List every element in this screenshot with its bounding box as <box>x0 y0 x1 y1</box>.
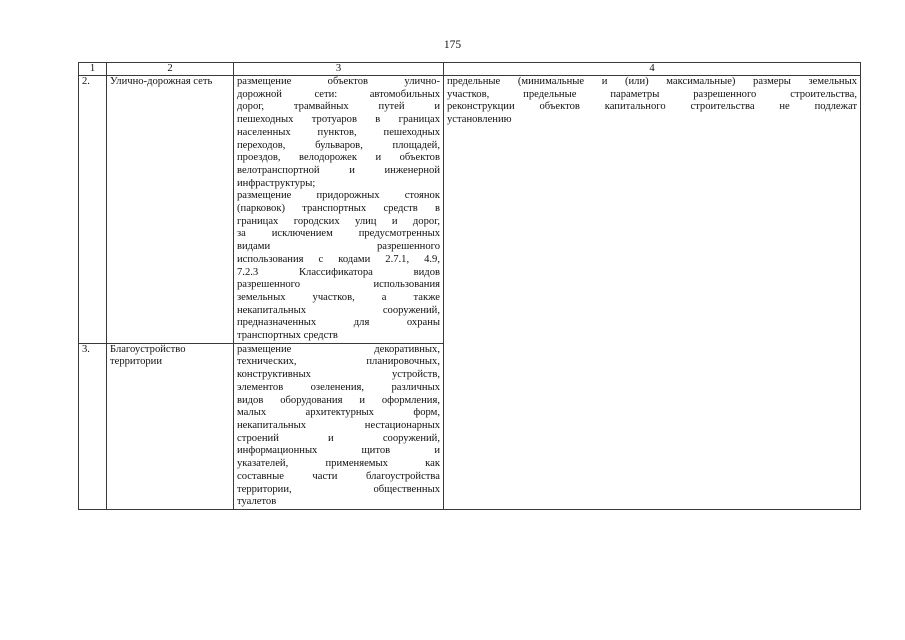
description-line: 7.2.3 Классификатора видов <box>237 266 440 278</box>
description-line: дорожной сети: автомобильных <box>237 88 440 100</box>
description-line: границах городских улиц и дорог, <box>237 215 440 227</box>
parameters-line: реконструкции объектов капитального строительства не подлежат <box>447 101 857 113</box>
description-line: размещение объектов улично- <box>237 76 440 87</box>
description-line: составные части благоустройства <box>237 470 440 482</box>
table-row <box>79 76 861 344</box>
parameters-line: предельные (минимальные и (или) максимальные) размеры земельных <box>447 76 857 87</box>
description-line: информационных щитов и <box>237 445 440 457</box>
header-cell-1: 1 <box>79 63 107 76</box>
header-cell-4: 4 <box>444 63 861 76</box>
permitted-use-table <box>78 62 861 510</box>
description-line: некапитальных сооружений, <box>237 304 440 316</box>
description-line: дорог, трамвайных путей и <box>237 101 440 113</box>
description-line: предназначенных для охраны <box>237 317 440 329</box>
description-line: пешеходных тротуаров в границах <box>237 114 440 126</box>
row-number: 2. <box>79 76 107 344</box>
description-line: указателей, применяемых как <box>237 458 440 470</box>
description-line: проездов, велодорожек и объектов <box>237 152 440 164</box>
description-paragraph <box>237 76 440 190</box>
description-paragraph <box>237 344 440 509</box>
description-line: использования с кодами 2.7.1, 4.9, <box>237 253 440 265</box>
use-type-name: Улично-дорожная сеть <box>107 76 234 344</box>
description-line: конструктивных устройств, <box>237 369 440 381</box>
description-line: за исключением предусмотренных <box>237 228 440 240</box>
use-description <box>234 343 444 509</box>
description-line: разрешенного использования <box>237 279 440 291</box>
shared-parameters <box>444 76 861 510</box>
header-cell-2: 2 <box>107 63 234 76</box>
description-line: инфраструктуры; <box>237 177 316 189</box>
description-line: размещение придорожных стоянок <box>237 190 440 202</box>
parameters-line: установлению <box>447 114 512 126</box>
row-number: 3. <box>79 343 107 509</box>
use-type-name: Благоустройство территории <box>107 343 234 509</box>
description-line: земельных участков, а также <box>237 291 440 303</box>
description-line: велотранспортной и инженерной <box>237 164 440 176</box>
description-line: строений и сооружений, <box>237 432 440 444</box>
description-line: технических, планировочных, <box>237 356 440 368</box>
description-line: видов оборудования и оформления, <box>237 394 440 406</box>
description-line: малых архитектурных форм, <box>237 407 440 419</box>
description-line: транспортных средств <box>237 330 338 342</box>
description-line: территории, общественных <box>237 483 440 495</box>
description-line: туалетов <box>237 496 277 508</box>
description-line: размещение декоративных, <box>237 343 440 355</box>
header-cell-3: 3 <box>234 63 444 76</box>
description-line: населенных пунктов, пешеходных <box>237 126 440 138</box>
description-line: видами разрешенного <box>237 241 440 253</box>
description-line: переходов, бульваров, площадей, <box>237 139 440 151</box>
description-paragraph <box>237 190 440 342</box>
description-line: элементов озеленения, различных <box>237 381 440 393</box>
use-description <box>234 76 444 344</box>
page-number: 175 <box>443 39 462 51</box>
parameters-line: участков, предельные параметры разрешенного строительства, <box>447 88 857 100</box>
description-line: некапитальных нестационарных <box>237 419 440 431</box>
table-header-row <box>79 63 861 76</box>
description-line: (парковок) транспортных средств в <box>237 203 440 215</box>
